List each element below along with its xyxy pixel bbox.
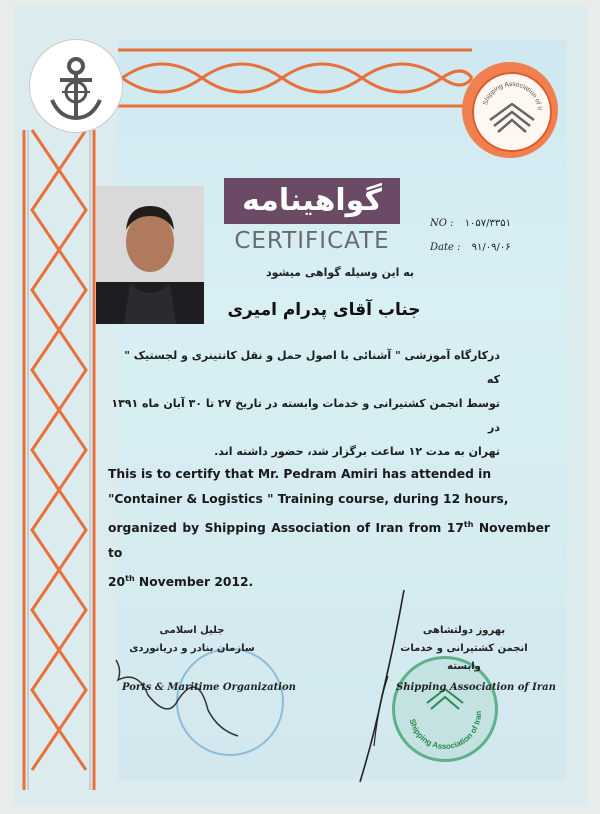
certificate-number-row [430, 212, 511, 236]
top-seal-text: Shipping Association of Ir [481, 80, 543, 111]
certificate-title-fa: گواهینامه [224, 178, 400, 224]
certificate-date-row [430, 236, 511, 260]
left-border-ornament [22, 20, 96, 790]
body-en-line-1: This is to certify that Mr. Pedram Amiri has attended in [108, 467, 492, 481]
anchor-emblem [30, 40, 122, 132]
body-en-line-4 [108, 566, 550, 595]
left-signatory-name: جلیل اسلامی [159, 625, 225, 636]
body-en-line-2: "Container & Logistics " Training course, during 12 hours, [108, 492, 509, 506]
body-en-line-3-a: organized by Shipping Association of Iran from 17 [108, 521, 464, 536]
body-en-line-4-b: November 2012. [134, 575, 254, 590]
date-label: Date : [430, 242, 461, 253]
certify-text-fa: به این وسیله گواهی میشود [265, 266, 415, 279]
certificate-title-en: CERTIFICATE [234, 228, 390, 254]
portrait-photo [96, 186, 204, 324]
ship-seal-icon [474, 74, 550, 150]
ordinal-suffix: th [125, 574, 135, 584]
shipping-association-seal [462, 62, 558, 158]
number-value: ۱۰۵۷/۳۳۵۱ [464, 218, 512, 229]
body-fa-line: توسط انجمن کشتیرانی و خدمات وابسته در تاریخ ۲۷ تا ۳۰ آبان ماه ۱۳۹۱ در [111, 397, 500, 434]
left-signatory-org-en: Ports & Maritime Organization [122, 682, 296, 693]
number-label: NO : [430, 218, 454, 229]
body-text-fa [110, 344, 500, 464]
right-signatory [384, 622, 544, 676]
bottom-seal-text: Shipping Association of Iran [407, 710, 484, 752]
anchor-icon [30, 40, 122, 132]
right-signatory-name: بهروز دولتشاهی [422, 625, 506, 636]
certificate-meta [430, 212, 511, 260]
body-fa-line: درکارگاه آموزشی " آشنائی با اصول حمل و نقل کانتینری و لجستیک " که [124, 349, 500, 386]
body-en-line-4-a: 20 [108, 575, 126, 590]
body-fa-line: تهران به مدت ۱۲ ساعت برگزار شد، حضور داشته اند. [214, 445, 500, 458]
left-signatory-org: سازمان بنادر و دریانوردی [129, 643, 255, 654]
right-signatory-org-en: Shipping Association of Iran [396, 682, 556, 693]
date-value: ۹۱/۰۹/۰۶ [471, 242, 511, 253]
right-signatory-org: انجمن کشتیرانی و خدمات وابسته [400, 643, 528, 672]
body-text-en [108, 462, 550, 595]
body-en-line-3 [108, 512, 550, 566]
body-en-line-3-b: November to [108, 521, 550, 561]
left-signatory [112, 622, 272, 658]
recipient-name-fa: جناب آقای پدرام امیری [227, 300, 421, 320]
ordinal-suffix: th [463, 520, 474, 529]
